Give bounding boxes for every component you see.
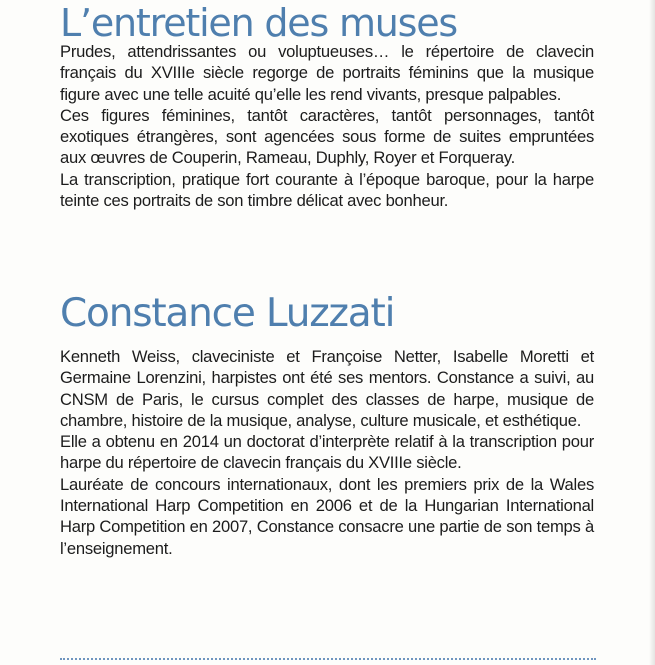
page-edge-shadow	[649, 0, 655, 665]
paragraph-muses-3: La transcription, pratique fort courante à l’époque baroque, pour la harpe teinte ces portraits de son timbre délicat avec bonheur.	[60, 169, 594, 211]
paragraph-muses-2: Ces figures féminines, tantôt caractères, tantôt personnages, tantôt exotiques étrangères, sont agencées sous forme de suites empruntées aux œuvres de Couperin, Rameau, Duphly, Royer et Forqueray.	[60, 105, 594, 168]
section-muses-body	[60, 41, 594, 211]
paragraph-luzzati-2: Elle a obtenu en 2014 un doctorat d’interprète relatif à la transcription pour harpe du répertoire de clavecin français du XVIIIe siècle.	[60, 432, 594, 473]
section-title-luzzati: Constance Luzzati	[60, 291, 395, 336]
paragraph-luzzati-3: Lauréate de concours internationaux, dont les premiers prix de la Wales International Harp Competition en 2006 et de la Hungarian International Harp Competition en 2007, Constance consacre une partie de son temps à l’enseignement.	[60, 474, 594, 558]
section-title-muses: L’entretien des muses	[60, 1, 458, 45]
paragraph-luzzati-1: Kenneth Weiss, claveciniste et Françoise Netter, Isabelle Moretti et Germaine Lorenzini, harpistes ont été ses mentors. Constance a suivi, au CNSM de Paris, le cursus complet des classes de harpe, musique de chambre, histoire de la musique, analyse, culture musicale, et esthétique.	[60, 347, 594, 430]
paragraph-muses-1: Prudes, attendrissantes ou voluptueuses… le répertoire de clavecin français du XVIIIe siècle regorge de portraits féminins que la musique figure avec une telle acuité qu’elle les rend vivants, presque palpables.	[60, 42, 594, 104]
bottom-divider	[60, 658, 596, 660]
section-luzzati-body	[60, 346, 594, 559]
